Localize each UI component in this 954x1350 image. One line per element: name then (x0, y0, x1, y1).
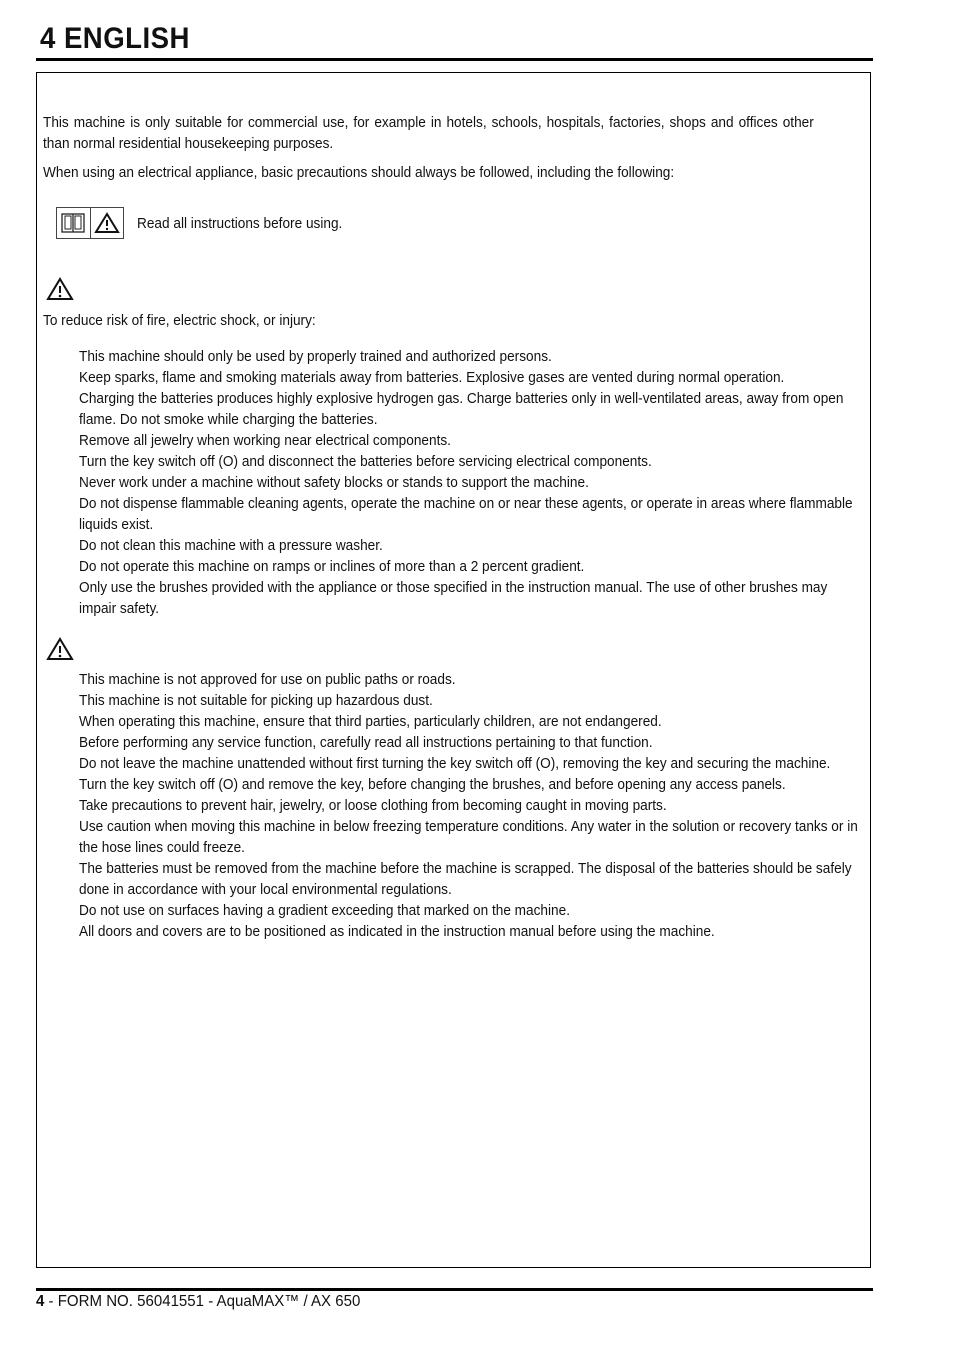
list-item: Keep sparks, flame and smoking materials away from batteries. Explosive gases are vented during normal operation. (79, 370, 785, 386)
list-item: This machine should only be used by properly trained and authorized persons. (79, 349, 552, 365)
warning-icon (46, 277, 74, 301)
list-item: This machine is not suitable for picking up hazardous dust. (79, 693, 433, 709)
footer-divider (36, 1288, 873, 1291)
list-item: Only use the brushes provided with the appliance or those specified in the instruction manual. The use of other brushes may impair safety. (79, 580, 828, 617)
list-item: Do not leave the machine unattended without first turning the key switch off (O), removing the key and securing the machine. (79, 756, 831, 772)
list-item: Do not dispense flammable cleaning agents, operate the machine on or near these agents, or operate in areas where flammable liquids exist. (79, 496, 853, 533)
list-item: This machine is not approved for use on public paths or roads. (79, 672, 456, 688)
manual-book-icon (57, 208, 91, 238)
list-item: All doors and covers are to be positioned as indicated in the instruction manual before using the machine. (79, 924, 715, 940)
read-instructions-text: Read all instructions before using. (137, 216, 343, 232)
list-item: Before performing any service function, carefully read all instructions pertaining to that function. (79, 735, 653, 751)
list-item: Charging the batteries produces highly explosive hydrogen gas. Charge batteries only in well-ventilated areas, away from open flame. Do not smoke while charging the batteries. (79, 391, 844, 428)
warning-triangle-icon (91, 208, 124, 238)
page-title: 4 ENGLISH (40, 22, 190, 55)
list-item: Use caution when moving this machine in below freezing temperature conditions. Any water in the solution or recovery tanks or in the hose lines could freeze. (79, 819, 858, 856)
header-divider (36, 58, 873, 61)
list-item: Take precautions to prevent hair, jewelry, or loose clothing from becoming caught in moving parts. (79, 798, 667, 814)
page-footer (36, 1293, 360, 1311)
page-number: 4 (36, 1293, 45, 1310)
intro-paragraph-precautions: When using an electrical appliance, basic precautions should always be followed, including the following: (43, 165, 675, 181)
list-item: Remove all jewelry when working near electrical components. (79, 433, 451, 449)
list-item: Do not clean this machine with a pressure washer. (79, 538, 383, 554)
list-item: Do not use on surfaces having a gradient exceeding that marked on the machine. (79, 903, 570, 919)
list-item: When operating this machine, ensure that third parties, particularly children, are not endangered. (79, 714, 662, 730)
warning-lead-text: To reduce risk of fire, electric shock, or injury: (43, 313, 316, 329)
read-instructions-symbols (56, 207, 124, 239)
caution-icon (46, 637, 74, 661)
fire-shock-injury-warnings-list (79, 347, 863, 620)
list-item: Never work under a machine without safety blocks or stands to support the machine. (79, 475, 589, 491)
footer-form-text: - FORM NO. 56041551 - AquaMAX™ / AX 650 (44, 1293, 361, 1310)
list-item: Turn the key switch off (O) and disconnect the batteries before servicing electrical components. (79, 454, 652, 470)
intro-paragraph-commercial-use: This machine is only suitable for commercial use, for example in hotels, schools, hospitals, factories, shops and offices other than normal residential housekeeping purposes. (43, 115, 814, 152)
list-item: Do not operate this machine on ramps or inclines of more than a 2 percent gradient. (79, 559, 585, 575)
list-item: The batteries must be removed from the machine before the machine is scrapped. The disposal of the batteries should be safely done in accordance with your local environmental regulations. (79, 861, 852, 898)
caution-list (79, 670, 863, 943)
list-item: Turn the key switch off (O) and remove the key, before changing the brushes, and before opening any access panels. (79, 777, 786, 793)
